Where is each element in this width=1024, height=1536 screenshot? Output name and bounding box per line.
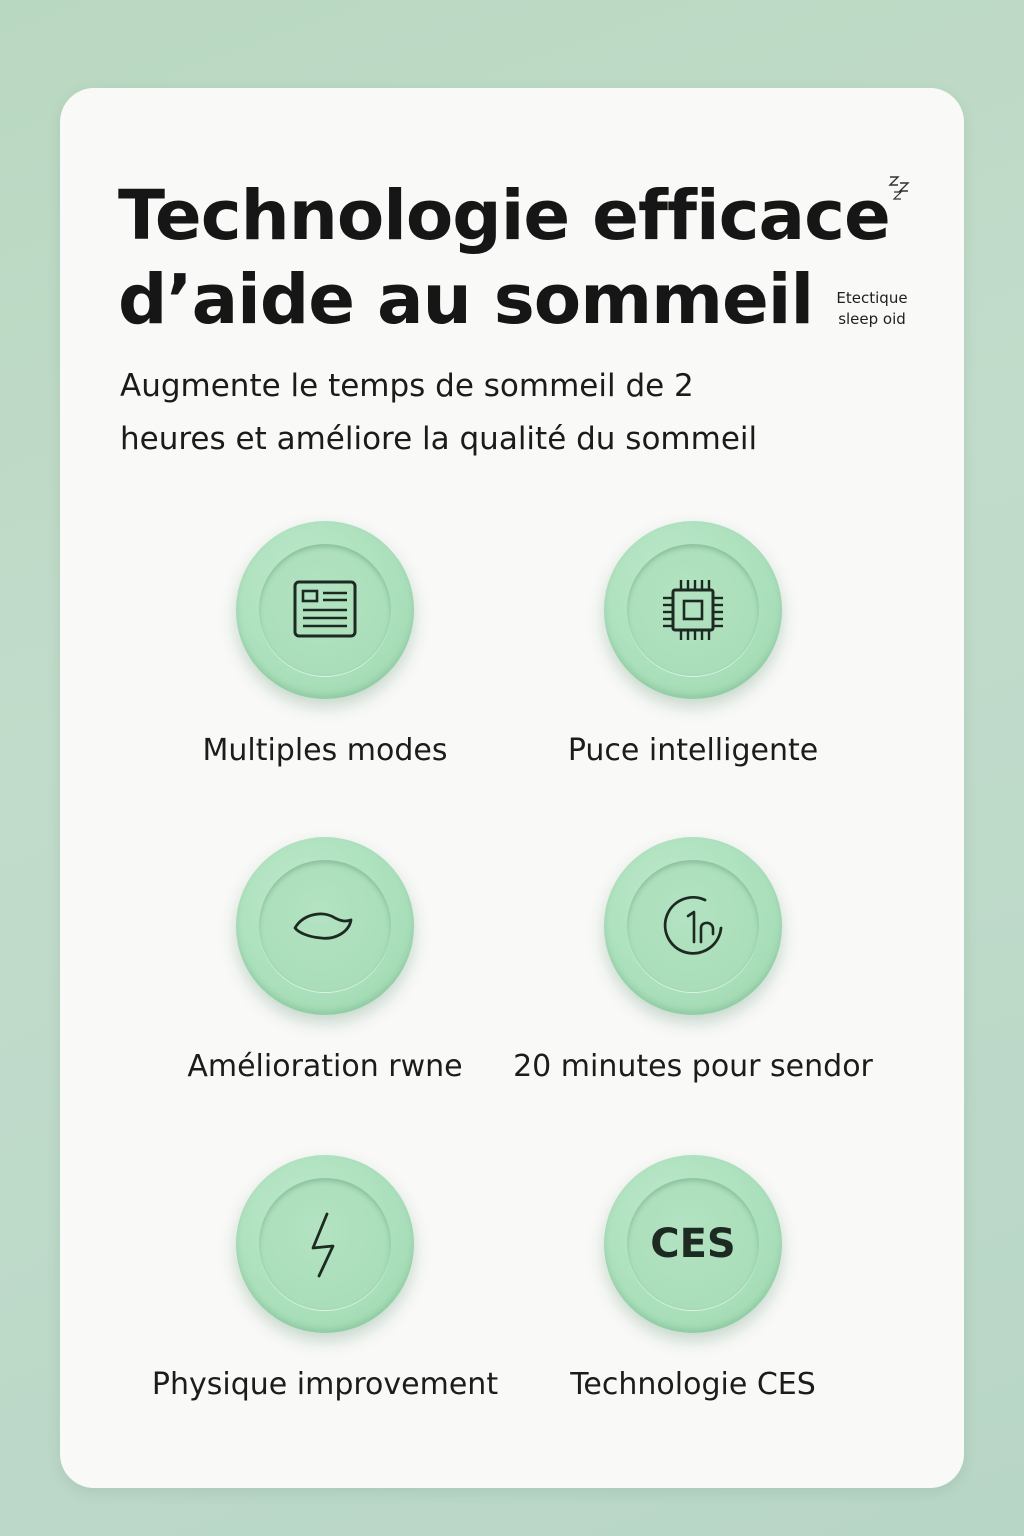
feature-badge: [604, 837, 782, 1015]
feature-multiple-modes: [115, 521, 535, 791]
timer-icon: [655, 888, 731, 964]
feature-label: Technologie CES: [570, 1367, 816, 1402]
feature-label: 20 minutes pour sendor: [513, 1049, 873, 1084]
feature-label: Physique improvement: [151, 1367, 499, 1402]
feature-badge: [604, 521, 782, 699]
ces-icon: CES: [650, 1221, 736, 1267]
feature-improvement: [115, 837, 535, 1107]
subtitle: [120, 360, 900, 466]
feature-label: Amélioration rwne: [187, 1049, 463, 1084]
feature-badge: [604, 1155, 782, 1333]
feature-label: Puce intelligente: [567, 733, 819, 768]
feature-smart-chip: [483, 521, 903, 791]
subtitle-line-1: Augmente le temps de sommeil de 2: [120, 368, 694, 404]
page-title: [118, 174, 898, 342]
feature-badge: [236, 1155, 414, 1333]
feature-physique: [115, 1155, 535, 1425]
card: [60, 88, 964, 1488]
title-line-1: Technologie efficace: [118, 176, 890, 256]
brand-line-1: Etectique: [836, 289, 908, 307]
lightning-icon: [287, 1206, 363, 1282]
leaf-icon: [287, 888, 363, 964]
feature-badge: [236, 521, 414, 699]
feature-badge: [236, 837, 414, 1015]
chip-icon: [655, 572, 731, 648]
feature-ces: [483, 1155, 903, 1425]
feature-twenty-minutes: [483, 837, 903, 1107]
document-icon: [287, 572, 363, 648]
brand-line-2: sleep oid: [838, 310, 906, 328]
brand-tagline: [802, 288, 942, 330]
feature-label: Multiples modes: [202, 733, 448, 768]
subtitle-line-2: heures et améliore la qualité du sommeil: [120, 421, 758, 457]
title-line-2: d’aide au sommeil: [118, 260, 814, 340]
zz-sleep-icon: [886, 172, 916, 204]
